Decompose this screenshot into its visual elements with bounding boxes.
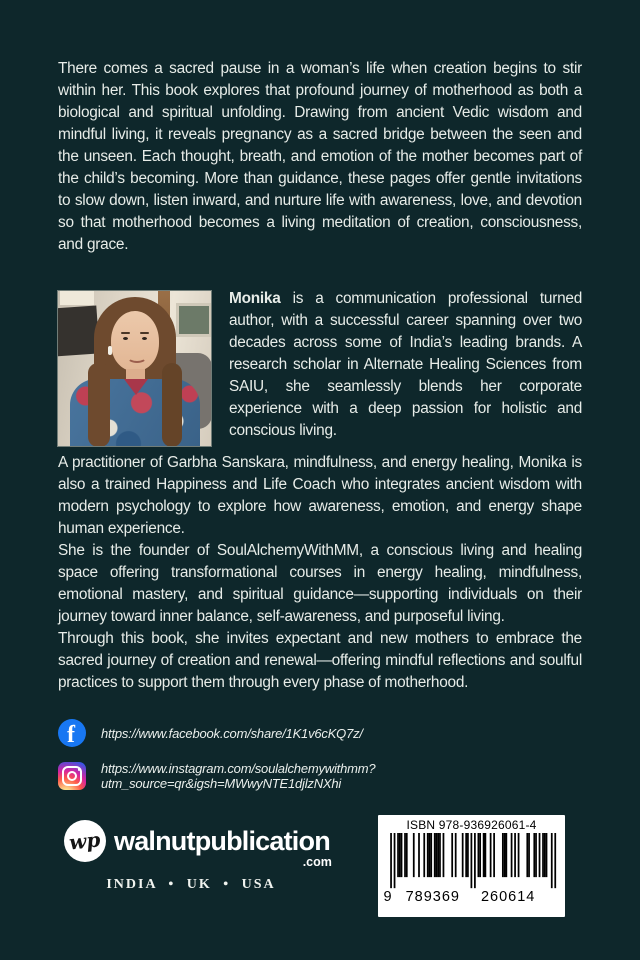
photo-scene-eye <box>123 337 128 340</box>
photo-scene-shelf <box>60 291 94 305</box>
bio-paragraph: A practitioner of Garbha Sanskara, mindfulness, and energy healing, Monika is also a trained Happiness and Life Coach who integrates ancient wisdom with modern psychology to explore how awareness, emotion, and energy shape human experience. <box>58 454 582 537</box>
photo-scene-earring <box>108 346 112 355</box>
instagram-icon[interactable] <box>58 762 86 790</box>
synopsis-paragraph: There comes a sacred pause in a woman’s life when creation begins to stir within her. This book explores that profound journey of motherhood as both a biological and spiritual unfolding. Drawing from ancient Vedic wisdom and mindful living, it reveals pregnancy as a sacred bridge between the seen and the unseen. Each thought, breath, and emotion of the mother becomes part of the child’s becoming. More than guidance, these pages offer gentle invitations to slow down, listen inward, and nurture life with awareness, love, and devotion so that motherhood becomes a living meditation of creation, consciousness, and grace. <box>58 60 582 253</box>
barcode-bars <box>384 833 560 890</box>
bio-paragraph: Through this book, she invites expectant and new mothers to embrace the sacred journey of creation and renewal—offering mindful reflections and soulful practices to support them through every phase of motherhood. <box>58 630 582 691</box>
facebook-f-glyph: f <box>67 722 75 747</box>
bio-intro-text: is a communication professional turned author, with a successful career spanning over two decades across some of India’s leading brands. A research scholar in Alternate Healing Sciences from SAIU, she seamlessly blends her corporate experience with a deep passion for holistic and conscious living. <box>229 290 582 439</box>
publisher-monogram: wp <box>68 827 102 855</box>
photo-scene-brow <box>121 332 130 334</box>
author-bio-section <box>58 288 582 694</box>
publisher-block <box>64 820 332 893</box>
instagram-link-row <box>58 761 582 791</box>
facebook-icon[interactable] <box>58 719 86 747</box>
photo-scene-hair-strand <box>88 363 110 446</box>
publisher-name-wrap <box>114 825 332 869</box>
photo-scene-hair-strand <box>162 363 182 446</box>
publisher-logo-row <box>64 820 332 869</box>
barcode-digit-group: 260614 <box>480 889 536 905</box>
photo-scene-neckline <box>124 379 148 395</box>
barcode-box <box>378 815 565 917</box>
author-name: Monika <box>229 290 281 307</box>
photo-scene-eye <box>142 337 147 340</box>
isbn-label: ISBN 978-936926061-4 <box>406 818 537 832</box>
photo-scene-smile <box>127 351 147 363</box>
facebook-link-row <box>58 718 582 748</box>
barcode-digits <box>384 889 560 905</box>
author-photo <box>58 291 211 446</box>
facebook-url-text[interactable]: https://www.facebook.com/share/1K1v6cKQ7z/ <box>101 725 363 741</box>
publisher-logo-icon <box>64 820 106 862</box>
publisher-tld: .com <box>302 854 332 869</box>
barcode-digit-left: 9 <box>383 889 393 905</box>
barcode-digit-group: 789369 <box>405 889 460 905</box>
instagram-url-text[interactable]: https://www.instagram.com/soulalchemywithmm?utm_source=qr&igsh=MWwyNTE1djlzNXhi <box>101 761 376 791</box>
publisher-name: walnutpublication <box>114 825 330 856</box>
photo-scene-brow <box>140 332 149 334</box>
instagram-camera-dot <box>78 768 81 771</box>
text-column <box>58 58 582 804</box>
bio-paragraph: She is the founder of SoulAlchemyWithMM, a conscious living and healing space offering transformational courses in energy healing, mindfulness, emotional mastery, and spiritual guidance—supporting individuals on their journey toward inner balance, self-awareness, and purposeful living. <box>58 542 582 625</box>
publisher-regions: INDIA • UK • USA <box>106 877 276 892</box>
social-links-section <box>58 718 582 791</box>
photo-scene-frame <box>176 303 211 337</box>
